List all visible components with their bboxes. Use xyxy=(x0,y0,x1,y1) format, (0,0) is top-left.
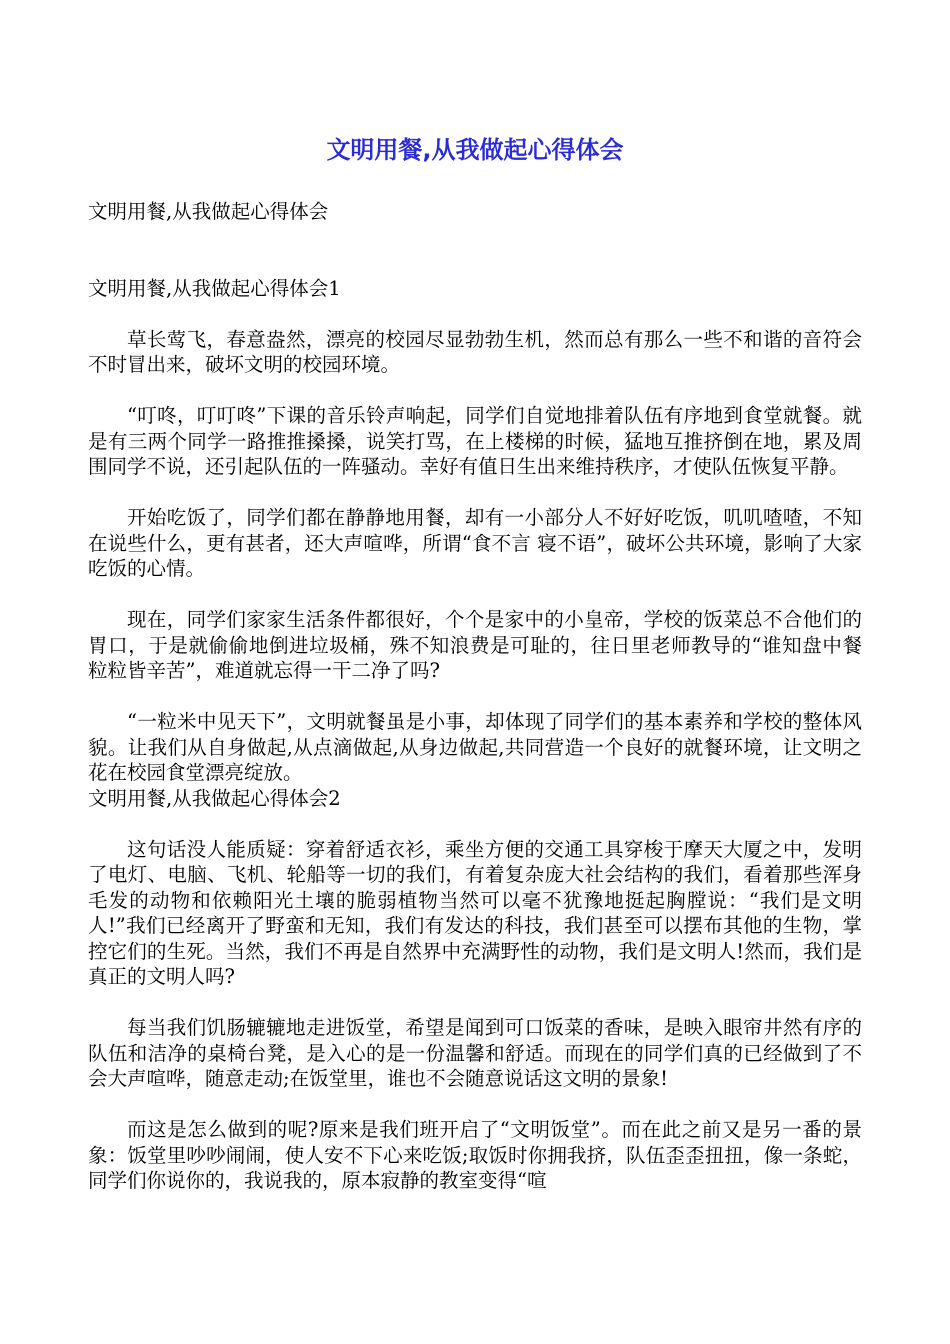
section-1-heading: 文明用餐,从我做起心得体会1 xyxy=(88,276,341,300)
document-body xyxy=(88,199,862,1194)
section-2-paragraph-1: 这句话没人能质疑：穿着舒适衣衫，乘坐方便的交通工具穿梭于摩天大厦之中，发明了电灯、电脑、飞机、轮船等一切的我们，有着复杂庞大社会结构的我们，看着那些浑身毛发的动物和依赖阳光土壤的脆弱植物当然可以毫不犹豫地挺起胸膛说：“我们是文明人!”我们已经离开了野蛮和无知，我们有发达的科技，我们甚至可以摆布其他的生物，掌控它们的生死。当然，我们不再是自然界中充满野性的动物，我们是文明人!然而，我们是真正的文明人吗? xyxy=(88,837,862,988)
section-2-heading: 文明用餐,从我做起心得体会2 xyxy=(88,786,341,810)
section-1-paragraph-2: “叮咚，叮叮咚”下课的音乐铃声响起，同学们自觉地排着队伍有序地到食堂就餐。就是有三两个同学一路推推搡搡，说笑打骂，在上楼梯的时候，猛地互推挤倒在地，累及周围同学不说，还引起队伍的一阵骚动。幸好有值日生出来维持秩序，才使队伍恢复平静。 xyxy=(88,404,862,478)
section-1-paragraph-5: “一粒米中见天下”，文明就餐虽是小事，却体现了同学们的基本素养和学校的整体风貌。让我们从自身做起,从点滴做起,从身边做起,共同营造一个良好的就餐环境，让文明之花在校园食堂漂亮绽放。 xyxy=(88,710,862,784)
section-1-paragraph-1: 草长莺飞，春意盎然，漂亮的校园尽显勃勃生机，然而总有那么一些不和谐的音符会不时冒出来，破坏文明的校园环境。 xyxy=(88,327,862,376)
document-subtitle: 文明用餐,从我做起心得体会 xyxy=(88,200,329,223)
section-2-paragraph-2: 每当我们饥肠辘辘地走进饭堂，希望是闻到可口饭菜的香味，是映入眼帘井然有序的队伍和洁净的桌椅台凳，是入心的是一份温馨和舒适。而现在的同学们真的已经做到了不会大声喧哗，随意走动;在饭堂里，谁也不会随意说话这文明的景象! xyxy=(88,1016,862,1090)
section-1-paragraph-3: 开始吃饭了，同学们都在静静地用餐，却有一小部分人不好好吃饭，叽叽喳喳，不知在说些什么，更有甚者，还大声喧哗，所谓“食不言 寝不语”，破坏公共环境，影响了大家吃饭的心情。 xyxy=(88,506,862,580)
section-2-paragraph-3: 而这是怎么做到的呢?原来是我们班开启了“文明饭堂”。而在此之前又是另一番的景象：饭堂里吵吵闹闹，使人安不下心来吃饭;取饭时你拥我挤，队伍歪歪扭扭，像一条蛇，同学们你说你的，我说我的，原本寂静的教室变得“喧 xyxy=(88,1118,862,1192)
document-title: 文明用餐,从我做起心得体会 xyxy=(326,136,624,164)
section-1-paragraph-4: 现在，同学们家家生活条件都很好，个个是家中的小皇帝，学校的饭菜总不合他们的胃口，于是就偷偷地倒进垃圾桶，殊不知浪费是可耻的，往日里老师教导的“谁知盘中餐 粒粒皆辛苦”，难道就忘得一干二净了吗? xyxy=(88,608,862,682)
